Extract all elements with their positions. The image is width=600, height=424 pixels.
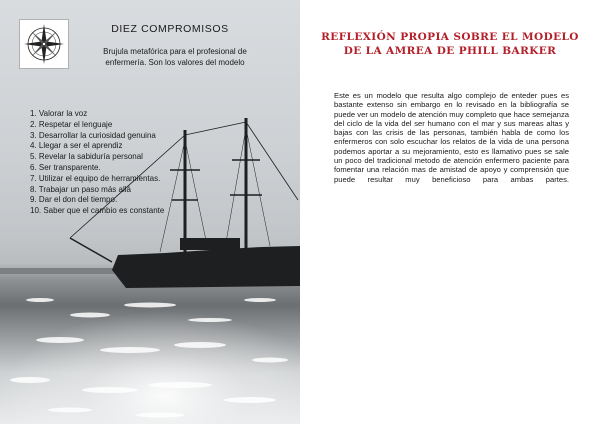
list-item: 1. Valorar la voz <box>30 109 88 118</box>
list-item: 3. Desarrollar la curiosidad genuina <box>30 130 156 140</box>
list-item: 8. Trabajar un paso más allá <box>30 184 131 194</box>
right-page <box>300 0 600 424</box>
list-item: 9. Dar el don del tiempo. <box>30 195 118 205</box>
list-item: 10. Saber que el cambio es constante <box>30 206 165 216</box>
list-item: 2. Respetar el lenguaje <box>30 119 113 129</box>
reflection-title: REFLEXIÓN PROPIA SOBRE EL MODELO DE LA AMREA DE PHILL BARKER <box>321 31 579 57</box>
values-list <box>30 109 260 217</box>
compass-rose-icon <box>20 20 68 68</box>
list-item: 4. Llegar a ser el aprendiz <box>30 141 123 151</box>
list-item: 5. Revelar la sabiduría personal <box>30 152 143 162</box>
list-item: 7. Utilizar el equipo de herramientas. <box>30 173 161 183</box>
list-item: 6. Ser transparente. <box>30 162 101 172</box>
commitments-subtitle: Brujula metafórica para el profesional de enfermería. Son los valores del modelo <box>103 47 247 67</box>
commitments-title: DIEZ COMPROMISOS <box>111 23 229 35</box>
reflection-body: Este es un modelo que resulta algo complejo de enteder pues es bastante extenso sin embargo en lo revisado en la bibliografía se puede ver un modelo de atención muy completo que hace semejanza del ciclo de la vida del ser humano con el mar y sus mareas altas y bajas con las crisis de las personas, también habla de como los enfermeros con solo escuchar los relatos de la vida de una persona podemos aportar a su mejoramiento, esto es llamativo pues se sale un poco del tradicional metodo de atención enfermero paciente para fomentar una relación mas de amistad de apoyo y comprensión que puede resultar muy beneficioso para ambas partes. <box>334 91 569 184</box>
compass-logo <box>19 19 69 69</box>
